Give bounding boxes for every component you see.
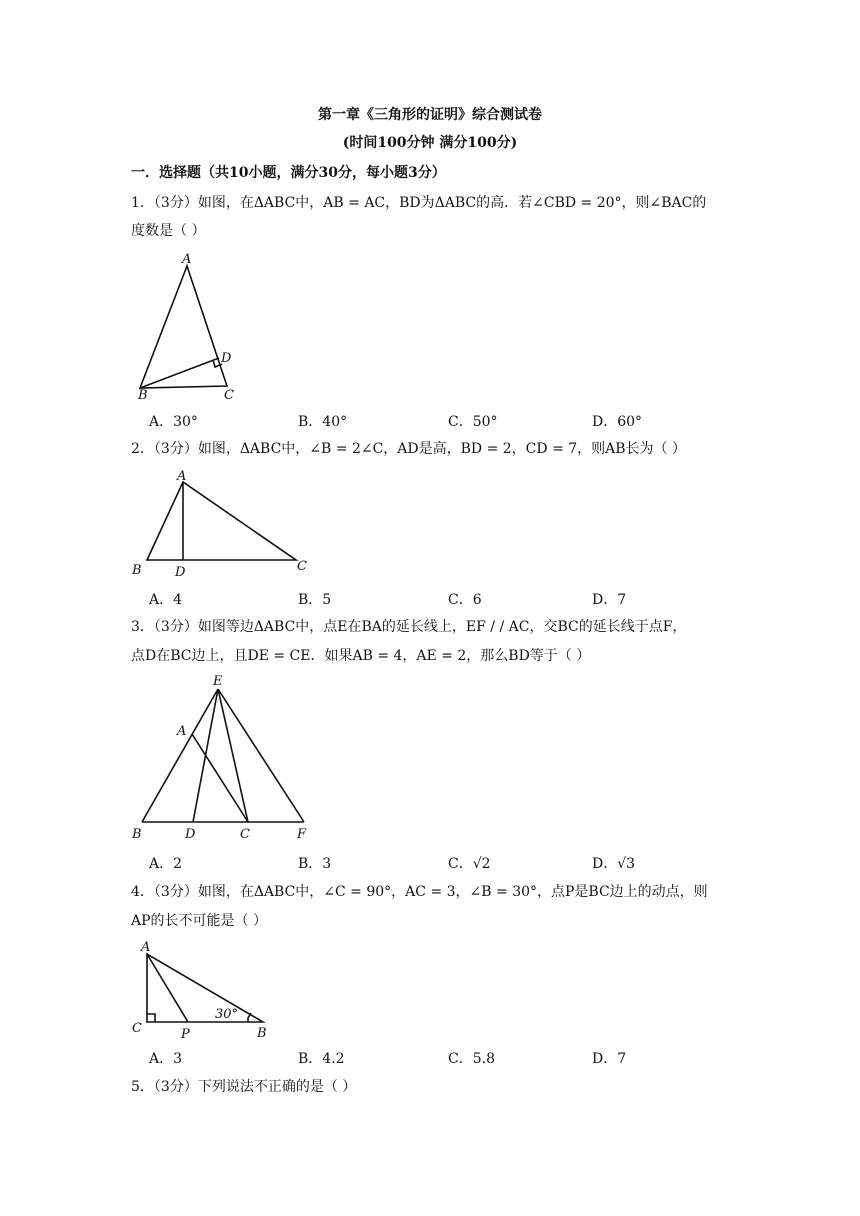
q2-option-c: C．6 [448,592,482,608]
question-3-line-2: 点D在BC边上，且DE = CE．如果AB = 4，AE = 2，那么BD等于（ ） [131,648,591,664]
label-30-degrees: 30° [215,1007,239,1022]
segment-ac [192,734,248,822]
q4-option-d: D．7 [592,1051,627,1067]
question-4-line-1: 4．（3分）如图，在ΔABC中，∠C = 90°，AC = 3，∠B = 30°，点P是BC边上的动点，则 [131,884,708,900]
segment-ef [218,689,304,822]
page-subtitle: (时间100分钟 满分100分) [342,135,518,151]
question-1-line-2: 度数是（ ） [131,223,206,239]
q3-option-b: B．3 [298,856,332,872]
label-a: A [141,940,151,955]
label-p: P [181,1027,190,1042]
q2-option-b: B．5 [298,592,332,608]
q4-option-a: A．3 [149,1051,183,1067]
triangle-abc [140,266,227,388]
label-d: D [185,827,196,842]
question-5-line-1: 5．（3分）下列说法不正确的是（ ） [131,1079,357,1095]
label-f: F [297,827,307,842]
q3-option-d: D．√3 [592,856,636,872]
right-angle-mark [147,1014,155,1022]
label-b: B [132,563,142,578]
label-a: A [182,252,192,267]
label-b: B [257,1026,267,1041]
q2-option-d: D．7 [592,592,627,608]
segment-ed [193,689,218,822]
label-a: A [177,469,187,484]
label-d: D [175,565,186,580]
label-b: B [132,827,142,842]
triangle-acb [147,954,263,1022]
question-3-figure [130,672,330,842]
q2-option-a: A．4 [149,592,183,608]
question-2-figure [130,468,320,578]
question-1-line-1: 1．（3分）如图，在ΔABC中，AB = AC，BD为ΔABC的高．若∠CBD = 20°，则∠BAC的 [131,195,707,211]
label-c: C [132,1021,142,1036]
q4-option-b: B．4.2 [298,1051,345,1067]
question-2-line-1: 2．（3分）如图，ΔABC中，∠B = 2∠C，AD是高，BD = 2，CD = 7，则AB长为（ ） [131,441,687,457]
segment-ap [147,954,188,1022]
question-4-line-2: AP的长不可能是（ ） [131,913,267,929]
segment-ec [218,689,248,822]
label-c: C [224,388,234,403]
triangle-abc [147,482,296,560]
label-a: A [177,724,187,739]
q1-option-c: C．50° [448,414,498,430]
q1-option-d: D．60° [592,414,643,430]
label-e: E [213,674,223,689]
q4-option-c: C．5.8 [448,1051,495,1067]
section-heading: 一．选择题（共10小题，满分30分，每小题3分） [131,165,446,181]
q1-option-b: B．40° [298,414,348,430]
label-c: C [297,559,307,574]
page-title: 第一章《三角形的证明》综合测试卷 [318,107,542,123]
question-1-figure [130,252,250,402]
altitude-bd [140,358,219,388]
label-c: C [240,827,250,842]
label-d: D [221,351,232,366]
q1-option-a: A．30° [149,414,198,430]
q3-option-c: C．√2 [448,856,491,872]
q3-option-a: A．2 [149,856,183,872]
label-b: B [138,388,148,403]
question-4-figure [130,940,280,1040]
question-3-line-1: 3．（3分）如图等边ΔABC中，点E在BA的延长线上，EF / / AC，交BC的延长线于点F， [131,619,687,635]
